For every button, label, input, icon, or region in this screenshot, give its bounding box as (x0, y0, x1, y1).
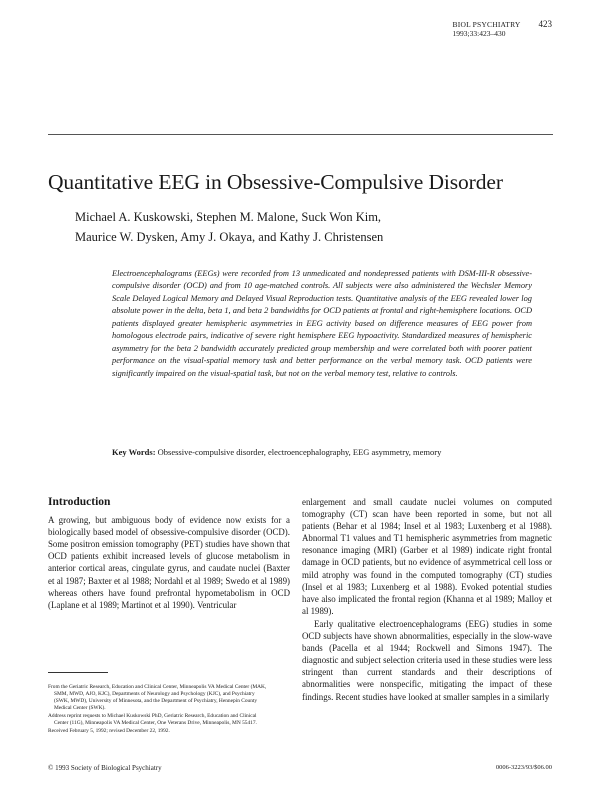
journal-header (453, 20, 552, 38)
copyright-notice: © 1993 Society of Biological Psychiatry (48, 764, 162, 772)
intro-paragraph-3: Early qualitative electroencephalograms (EEG) studies in some OCD subjects have shown abnormalities, especially in the slow-wave bands (Pacella et al 1944; Rockwell and Simons 1947). The diagnostic and subject selection criteria used in these studies were less stringent than current standards and their descriptions of abnormalities were nonspecific, mitigating the impact of these findings. Recent studies have looked at smaller samples in a similarly (302, 618, 552, 702)
header-rule (48, 134, 553, 135)
footnote-affiliation: From the Geriatric Research, Education and Clinical Center, Minneapolis VA Medical Center (MAK, SMM, MWD, AJO, KJC), Departments of Neurology and Psychology (KJC), and Psychiatry (SWK, MWD), University of Minnesota, and the Department of Psychiatry, Hennepin County Medical Center (SWK). (48, 684, 267, 711)
keywords-label: Key Words: (112, 447, 156, 457)
footnotes (48, 684, 270, 736)
footnote-received: Received February 5, 1992; revised December 22, 1992. (48, 728, 170, 734)
article-title: Quantitative EEG in Obsessive-Compulsive Disorder (48, 170, 503, 194)
footnote-rule (48, 672, 108, 673)
author-list (75, 208, 383, 247)
issn-code: 0006-3223/93/$06.00 (495, 764, 552, 771)
page-number: 423 (538, 19, 552, 29)
keywords (112, 447, 552, 458)
left-column (48, 496, 290, 611)
footnote-address: Address reprint requests to Michael Kuskowski PhD, Geriatric Research, Education and Clinical Center (11G), Minneapolis VA Medical Center, One Veterans Drive, Minneapolis, MN 55417. (48, 713, 257, 726)
authors-line-2: Maurice W. Dysken, Amy J. Okaya, and Kathy J. Christensen (75, 229, 384, 244)
authors-line-1: Michael A. Kuskowski, Stephen M. Malone, Suck Won Kim, (75, 210, 382, 224)
section-heading-introduction: Introduction (48, 496, 111, 508)
right-column (302, 496, 552, 703)
intro-paragraph-1: A growing, but ambiguous body of evidence now exists for a biologically based model of obsessive-compulsive disorder (OCD). Some positron emission tomography (PET) studies have shown that OCD patients exhibit increased levels of glucose metabolism in anterior cortical areas, cingulate gyrus, and caudate nuclei (Baxter et al 1987; Baxter et al 1988; Nordahl et al 1989; Swedo et al 1989) whereas others have found prefrontal hypometabolism in OCD (Laplane et al 1989; Martinot et al 1990). Ventricular (48, 515, 290, 610)
abstract: Electroencephalograms (EEGs) were recorded from 13 unmedicated and nondepressed patients with DSM-III-R obsessive-compulsive disorder (OCD) and from 10 age-matched controls. All subjects were also administered the Wechsler Memory Scale Delayed Logical Memory and Delayed Visual Reproduction tests. Quantitative analysis of the EEG revealed lower log absolute power in the delta, beta 1, and beta 2 bandwidths for OCD patients at frontal and right-hemisphere locations. OCD patients displayed greater hemispheric asymmetries in EEG activity based on difference measures of EEG power from homologous electrode pairs, indicative of severe right hemisphere EEG hypoactivity. Standardized measures of hemispheric asymmetry for the beta 2 bandwidth accurately predicted group membership and were correlated both with poorer patient performance on the visual-spatial memory task and better performance on the verbal memory task. OCD patients were significantly impaired on the visual-spatial task, but not on the verbal memory test, relative to controls. (112, 269, 532, 378)
journal-name: BIOL PSYCHIATRY (452, 20, 521, 29)
journal-citation: 1993;33:423–430 (452, 29, 506, 38)
keywords-text: Obsessive-compulsive disorder, electroencephalography, EEG asymmetry, memory (157, 447, 442, 457)
intro-paragraph-2: enlargement and small caudate nuclei volumes on computed tomography (CT) scan have been reported in some, but not all patients (Behar et al 1984; Insel et al 1983; Luxenberg et al 1988). Abnormal T1 values and T1 hemispheric asymmetries from magnetic resonance imaging (MRI) (Garber et al 1989) indicate right frontal damage in OCD patients, but no evidence of asymmetrical cell loss or mild atrophy was found in the computed tomography (CT) studies (Insel et al 1983; Luxenberg et al 1988). Evoked potential studies have also implicated the frontal region (Khanna et al 1989; Malloy et al 1989). (302, 497, 552, 616)
